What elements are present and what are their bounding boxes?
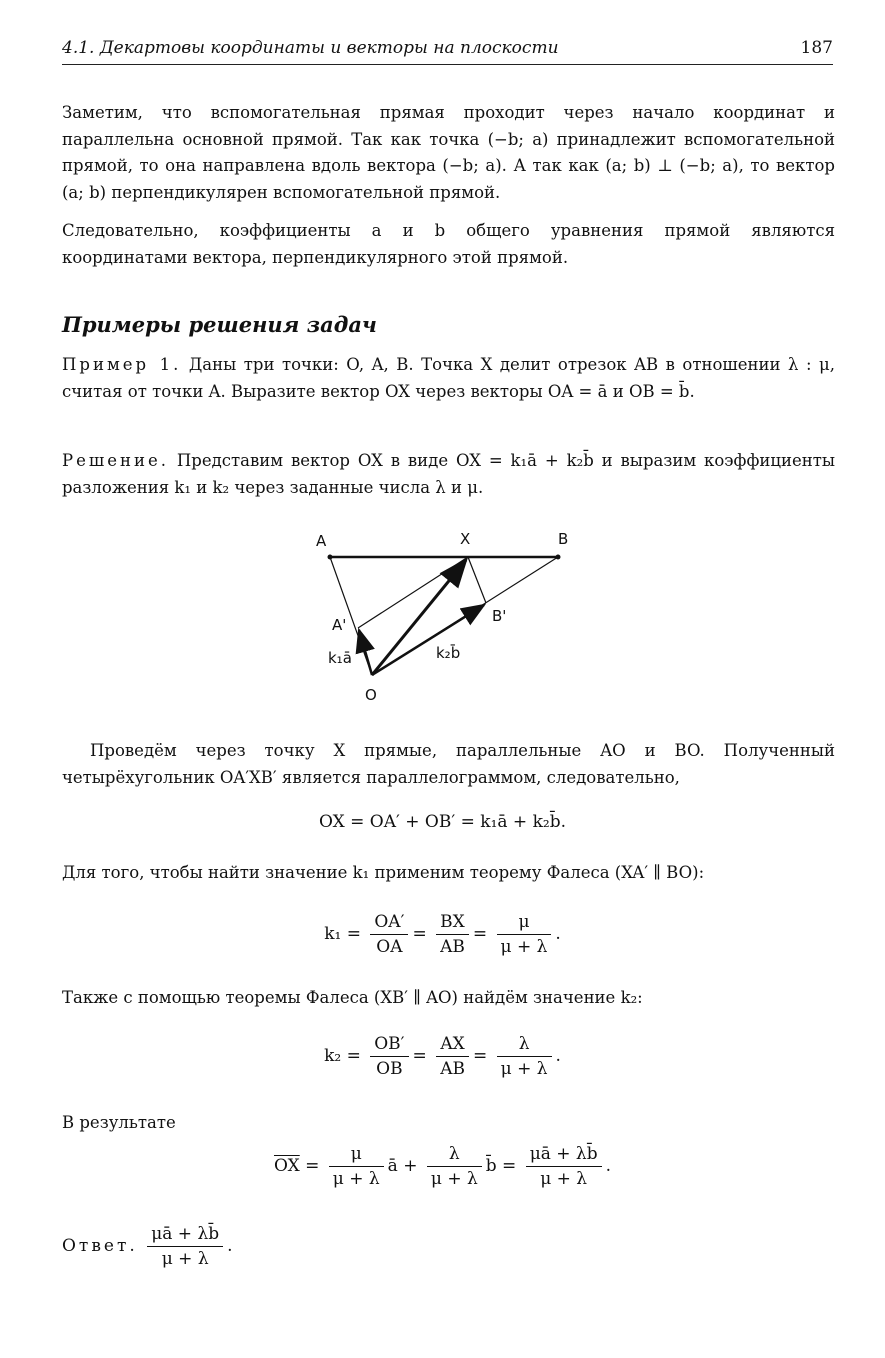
eq-result-f2-den: μ + λ <box>430 1169 478 1189</box>
paragraph-k1: Для того, чтобы найти значение k₁ применим теорему Фалеса (XA′ ∥ BO): <box>62 863 705 882</box>
equation-k1: k₁ = $\frac{OA'}{OA}$ = $\frac{BX}{AB}$ = $\frac{\mu}{\mu + \lambda}$ . <box>324 912 561 957</box>
eq-k2-f2-den: AB <box>440 1059 465 1079</box>
eq-result-frac-1 <box>329 1142 384 1191</box>
eq-k1-f2-den: AB <box>440 937 465 957</box>
paragraph-result: В результате <box>62 1113 176 1132</box>
vector-diagram <box>300 520 590 710</box>
eq-result-f3-num: μā + λb̄ <box>526 1142 602 1167</box>
equation-result: $\overline{OX}$ = $\frac{\mu}{\mu + \lambda}$ ā + $\frac{\lambda}{\mu + \lambda}$ b̄ = $\frac{\mu ā + \lambda b̄}{\mu + \lambda}$ . <box>273 1144 611 1189</box>
point-A <box>328 555 333 560</box>
segment-XB-prime <box>468 557 486 603</box>
intro-paragraph-2: Следовательно, коэффициенты a и b общего уравнения прямой являются координатами вектора, перпендикулярного этой прямой. <box>62 221 835 267</box>
answer-frac <box>147 1222 223 1271</box>
eq-result-f2-num: λ <box>427 1142 482 1167</box>
label-O: O <box>365 686 377 704</box>
eq-k1-f3-den: μ + λ <box>500 937 548 957</box>
eq-k2-f2-num: AX <box>436 1032 469 1057</box>
eq-result-f1-den: μ + λ <box>332 1169 380 1189</box>
eq-k1-frac-3 <box>497 910 552 959</box>
label-A: A <box>316 532 327 550</box>
paragraph-k2: Также с помощью теоремы Фалеса (XB′ ∥ AO) найдём значение k₂: <box>62 988 643 1007</box>
page-number: 187 <box>800 38 833 58</box>
answer-label: Ответ. <box>62 1236 138 1256</box>
eq-k2-f1-num: OB′ <box>370 1032 408 1057</box>
eq-result-f1-num: μ <box>329 1142 384 1167</box>
eq-k1-f1-den: OA <box>376 937 403 957</box>
eq-result-v1: ā + <box>387 1156 418 1176</box>
eq-k2-f1-den: OB <box>376 1059 403 1079</box>
eq-k2-frac-2 <box>436 1032 469 1081</box>
label-A-prime: A' <box>332 616 347 634</box>
eq-k1-f1-num: OA′ <box>370 910 408 935</box>
answer-line: Ответ. $\frac{\mu ā + \lambda b̄}{\mu + \lambda}$ . <box>62 1224 233 1269</box>
eq-k1-frac-2 <box>436 910 469 959</box>
example-paragraph <box>62 352 835 405</box>
eq-k2-f3-num: λ <box>497 1032 552 1057</box>
solution-label: Решение. <box>62 451 169 470</box>
eq-result-v2: b̄ = <box>485 1156 517 1176</box>
eq-k1-frac-1 <box>370 910 408 959</box>
equation-k2: k₂ = $\frac{OB'}{OB}$ = $\frac{AX}{AB}$ = $\frac{\lambda}{\mu + \lambda}$ . <box>324 1034 561 1079</box>
eq-result-frac-3 <box>526 1142 602 1191</box>
eq-result-lhs: $\overline{OX}$ <box>273 1156 300 1176</box>
eq-k2-f3-den: μ + λ <box>500 1059 548 1079</box>
answer-num: μā + λb̄ <box>147 1222 223 1247</box>
eq-k2-frac-3 <box>497 1032 552 1081</box>
vector-OB-prime <box>372 605 484 675</box>
equation-OX-sum: OX = OA′ + OB′ = k₁ā + k₂b̄. <box>319 812 566 832</box>
eq-k1-f2-num: BX <box>436 910 469 935</box>
eq-k2-lhs: k₂ = <box>324 1046 361 1066</box>
label-B: B <box>558 530 569 548</box>
intro-paragraph-1: Заметим, что вспомогательная прямая проходит через начало координат и параллельна основной прямой. Так как точка (−b; a) принадлежит вспомогательной прямой, то она направлена вдоль вектора (−b; a). А так как (a; b) ⊥ (−b; a), то вектор (a; b) перпендикулярен вспомогательной прямой. <box>62 103 835 202</box>
section-title: Примеры решения задач <box>62 312 377 337</box>
vector-OA-prime <box>359 630 372 675</box>
eq-k1-lhs: k₁ = <box>324 924 361 944</box>
example-text: Даны три точки: O, A, B. Точка X делит отрезок AB в отношении λ : μ, считая от точки A. Выразите вектор OX через векторы OA = ā и OB = b̄. <box>62 355 835 401</box>
label-k1a: k₁ā <box>328 649 352 667</box>
eq-result-f3-den: μ + λ <box>540 1169 588 1189</box>
label-k2b: k₂b̄ <box>436 644 461 662</box>
running-header <box>62 34 833 65</box>
paragraph-parallelogram: Проведём через точку X прямые, параллельные AO и BO. Полученный четырёхугольник OA′XB′ является параллелограммом, следовательно, <box>62 741 835 787</box>
label-X: X <box>460 530 471 548</box>
eq-result-frac-2 <box>427 1142 482 1191</box>
answer-den: μ + λ <box>161 1249 209 1269</box>
segment-XA-prime <box>358 557 468 628</box>
example-label: Пример 1. <box>62 355 182 374</box>
solution-text: Представим вектор OX в виде OX = k₁ā + k₂b̄ и выразим коэффициенты разложения k₁ и k₂ через заданные числа λ и μ. <box>62 451 836 497</box>
eq-k2-frac-1 <box>370 1032 408 1081</box>
header-title: 4.1. Декартовы координаты и векторы на плоскости <box>62 38 559 58</box>
eq-k1-f3-num: μ <box>497 910 552 935</box>
point-B <box>556 555 561 560</box>
solution-paragraph <box>62 448 835 501</box>
label-B-prime: B' <box>492 607 507 625</box>
